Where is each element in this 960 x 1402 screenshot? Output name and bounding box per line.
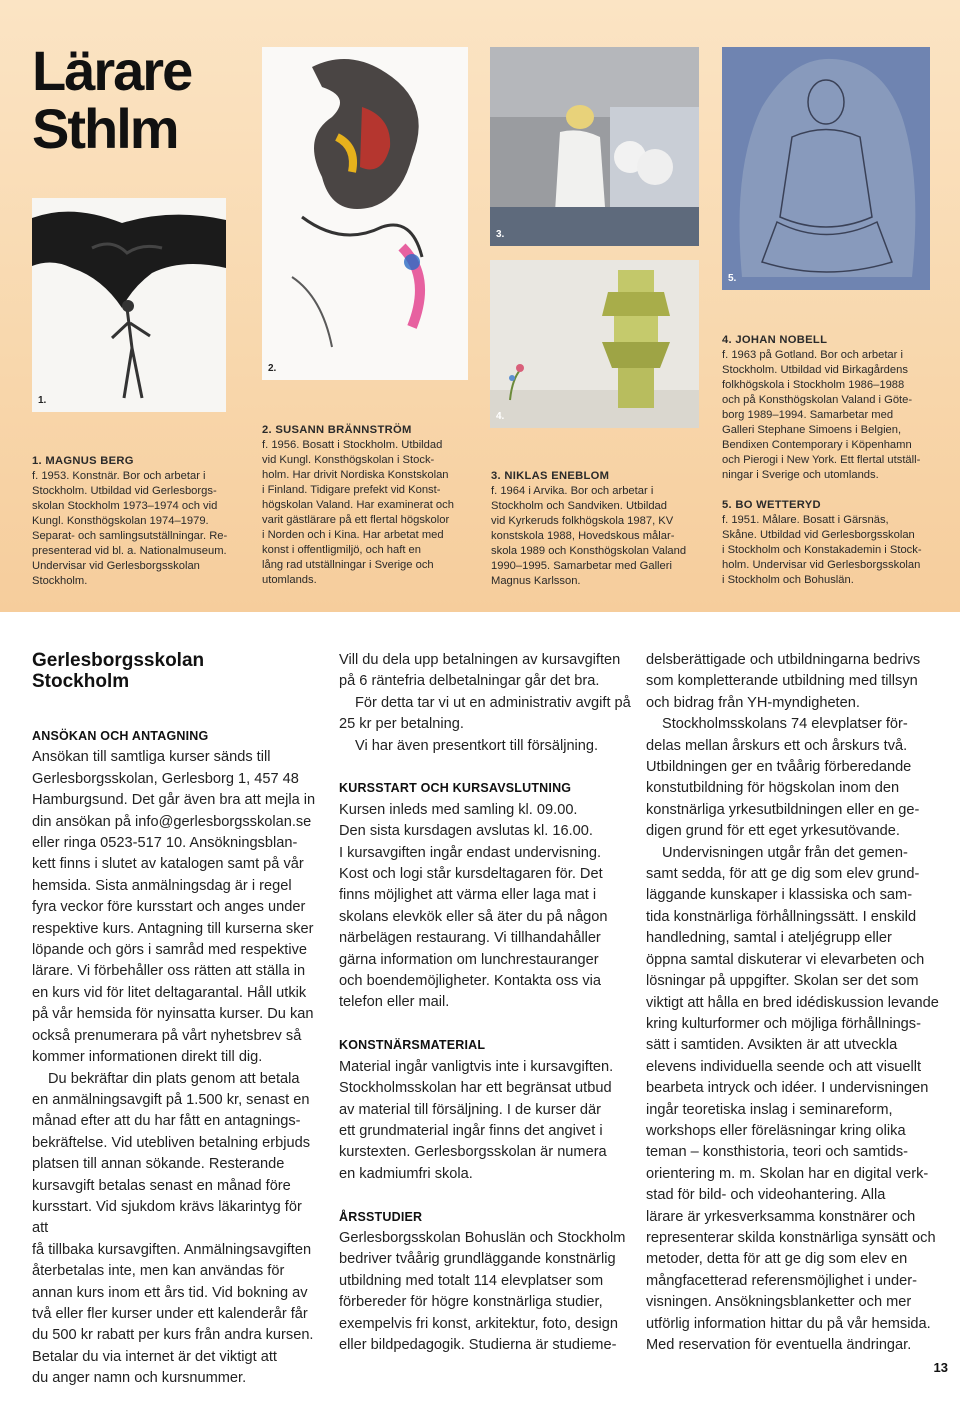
page-title-line2: Sthlm: [32, 97, 178, 160]
text-line: kommer informationen direkt till dig.: [32, 1049, 263, 1066]
bio-line: högskolan Valand. Har examinerat och: [262, 499, 454, 511]
text-line: du anger namn och kursnummer.: [32, 1370, 247, 1387]
text-line: läggande kunskaper i klassiska och sam-: [646, 887, 913, 904]
bio-name: 3. NIKLAS ENEBLOM: [491, 470, 610, 482]
text-line: handledning, samtal i ateljégrupp eller: [646, 930, 892, 947]
page-title: [32, 39, 192, 160]
text-line: Betalar du via internet är det viktigt att: [32, 1348, 277, 1365]
text-line: stad för bild- och videohantering. Alla: [646, 1187, 886, 1204]
text-line: utbildning med totalt 114 elevplatser som: [339, 1272, 604, 1289]
section-heading-arsstudier: ÅRSSTUDIER: [339, 1209, 423, 1224]
text-line: Hamburgsund. Det går även bra att mejla in: [32, 792, 316, 809]
page-title-line1: Lärare: [32, 39, 192, 102]
text-line: digen grund för ett eget yrkesutövande.: [646, 823, 900, 840]
photo-2-label: 2.: [268, 363, 277, 374]
text-line: Undervisningen utgår från det gemen-: [662, 844, 908, 861]
text-line: 25 kr per betalning.: [339, 716, 464, 733]
bio-line: i Stockholm och Konstakademin i Stock-: [722, 544, 922, 556]
text-line: orientering m. m. Skolan har en digital verk-: [646, 1165, 929, 1182]
text-line: Vi har även presentkort till försäljning.: [355, 737, 599, 754]
bio-line: Stockholm.: [32, 575, 88, 587]
photo-4-image: [490, 260, 699, 428]
text-line: konstutbildning för högskolan inom den: [646, 780, 900, 797]
bio-line: Stockholm och Sandviken. Utbildad: [491, 500, 667, 512]
text-line: kursstart. Vid sjukdom krävs läkarintyg för att: [32, 1198, 302, 1237]
text-line: Stockholmsskolans 74 elevplatser för-: [662, 716, 908, 733]
text-line: I kursavgiften ingår endast undervisning.: [339, 844, 602, 861]
text-line: workshops eller föreläsningar kring olika: [646, 1122, 906, 1139]
text-line: tida konstnärliga förhållningssätt. I enskild: [646, 908, 917, 925]
bio-line: Stockholm. Utbildad vid Gerlesborgs-: [32, 485, 217, 497]
text-line: delas mellan årskurs ett och årskurs två.: [646, 737, 908, 754]
text-line: Stockholmsskolan har ett begränsat utbud: [339, 1080, 612, 1097]
article-heading-line1: Gerlesborgsskolan: [32, 650, 205, 671]
bio-line: konstskola 1988, Hovedskous målar-: [491, 530, 675, 542]
bio-line: 1990–1995. Samarbetar med Galleri: [491, 560, 672, 572]
text-line: gärna information om lunchrestauranger: [339, 951, 599, 968]
text-line: För detta tar vi ut en administrativ avgift på: [355, 694, 631, 711]
photo-5-image: [722, 47, 930, 290]
text-line: lärare. Vi förbehåller oss rätten att ställa in: [32, 963, 306, 980]
bio-line: Skåne. Utbildad vid Gerlesborgsskolan: [722, 529, 915, 541]
bio-line: f. 1963 på Gotland. Bor och arbetar i: [722, 349, 903, 361]
bio-line: i Norden och i Kina. Har arbetat med: [262, 529, 444, 541]
text-line: en anmälningsavgift på 1.500 kr, senast en: [32, 1091, 310, 1108]
photo-1-image: [32, 198, 226, 412]
text-line: du 500 kr rabatt per kurs från andra kursen.: [32, 1327, 314, 1344]
article-heading: [32, 650, 322, 692]
bio-line: varit gästlärare på ett flertal högskolor: [262, 514, 450, 526]
text-line: få tillbaka kursavgiften. Anmälningsavgiften: [32, 1241, 312, 1258]
text-line: skolans elevkök eller så äter du på någon: [339, 908, 608, 925]
text-line: elevens individuella seende och att visuellt: [646, 1058, 922, 1075]
text-line: mångfacetterad referensmöjlighet i under-: [646, 1272, 917, 1289]
bio-line: vid Kungl. Konsthögskolan i Stock-: [262, 454, 435, 466]
photo-1-label: 1.: [38, 395, 47, 406]
text-line: löpande och görs i samråd med respektive: [32, 942, 307, 959]
text-line: en kurs vid för litet deltagarantal. Håll utkik: [32, 984, 307, 1001]
text-line: visningen. Ansökningsblanketter och mer: [646, 1294, 912, 1311]
text-line: Den sista kursdagen avslutas kl. 16.00.: [339, 823, 593, 840]
text-line: Kursen inleds med samling kl. 09.00.: [339, 801, 578, 818]
section-heading-ansokan: ANSÖKAN OCH ANTAGNING: [32, 729, 209, 743]
text-line: också prenumerara på vårt nyhetsbrev så: [32, 1027, 302, 1044]
spacer: [339, 757, 631, 778]
text-line: annan kurs inom ett års tid. Vid bokning av: [32, 1284, 308, 1301]
text-line: öppna samtal diskuterar vi elevarbeten och: [646, 951, 925, 968]
text-line: platsen till annan sökande. Resterande: [32, 1156, 285, 1173]
bio-name: 1. MAGNUS BERG: [32, 455, 134, 467]
text-line: kring kulturformer och möjliga förhållnings-: [646, 1015, 921, 1032]
text-line: återbetalas inte, men kan användas för: [32, 1263, 285, 1280]
text-line: Du bekräftar din plats genom att betala: [48, 1070, 300, 1087]
bio-line: utomlands.: [262, 574, 317, 586]
text-line: på vår hemsida för nyinsatta kurser. Du kan: [32, 1006, 314, 1023]
text-line: hemsida. Sista anmälningsdag är i regel: [32, 877, 292, 894]
bio-line: folkhögskola i Stockholm 1986–1988: [722, 379, 905, 391]
text-line: ett grundmaterial ingår finns det angivet i: [339, 1122, 603, 1139]
text-line: kurstexten. Gerlesborgsskolan är numera: [339, 1144, 607, 1161]
text-line: som kompletterande utbildning med tillsyn: [646, 673, 918, 690]
bio-line: Galleri Stephane Simoens i Belgien,: [722, 424, 902, 436]
bio-line: ningar i Sverige och utomlands.: [722, 469, 879, 481]
text-line: kett finns i slutet av katalogen samt på vår: [32, 856, 304, 873]
text-line: telefon eller mail.: [339, 994, 450, 1011]
bio-line: konst i offentligmiljö, och haft en: [262, 544, 421, 556]
bio-line: skola 1989 och Konsthögskolan Valand: [491, 545, 687, 557]
page-number: 13: [933, 1360, 948, 1375]
text-line: och boendemöjligheter. Kontakta oss via: [339, 973, 602, 990]
photo-5-artwork: [722, 47, 930, 290]
text-line: metoder, detta för att ge dig som elev en: [646, 1251, 908, 1268]
bio-line: borg 1989–1994. Samarbetar med: [722, 409, 894, 421]
text-line: på 6 räntefria delbetalningar går det bra.: [339, 673, 600, 690]
text-line: Gerlesborgsskolan Bohuslän och Stockholm: [339, 1229, 626, 1246]
bio-line: och på Konsthögskolan Valand i Göte-: [722, 394, 913, 406]
text-line: månad efter att du har fått en antagnings-: [32, 1113, 301, 1130]
bio-line: holm. Har drivit Nordiska Konstskolan: [262, 469, 449, 481]
text-line: exempelvis fri konst, arkitektur, foto, design: [339, 1315, 619, 1332]
text-line: bearbeta intryck och idéer. I undervisningen: [646, 1080, 929, 1097]
text-line: bekräftelse. Vid utebliven betalning erbjuds: [32, 1134, 311, 1151]
text-line: fyra veckor före kursstart och anges under: [32, 899, 306, 916]
text-line: Utbildningen ger en tvåårig förberedande: [646, 759, 912, 776]
text-line: representerar skilda konstnärliga synsätt och: [646, 1229, 936, 1246]
photo-5-label: 5.: [728, 273, 737, 284]
photo-1-artwork: [32, 198, 226, 412]
bio-line: f. 1951. Målare. Bosatt i Gärsnäs,: [722, 514, 889, 526]
text-line: lärare är yrkesverksamma konstnärer och: [646, 1208, 916, 1225]
text-line: viktigt att hålla en bred idédiskussion levande: [646, 994, 939, 1011]
photo-4-label: 4.: [496, 411, 505, 422]
text-line: Med reservation för eventuella ändringar.: [646, 1337, 912, 1353]
text-line: Material ingår vanligtvis inte i kursavgiften.: [339, 1058, 614, 1075]
article-column-1: [32, 650, 322, 1390]
text-line: utförlig information hittar du på vår hemsida.: [646, 1315, 931, 1332]
bio-magnus-berg: [32, 454, 232, 589]
text-line: och bidrag från YH-myndigheten.: [646, 694, 860, 711]
bio-niklas-eneblom: [491, 469, 701, 589]
text-line: två eller fler kurser under ett kalenderår får: [32, 1305, 308, 1322]
bio-name: 2. SUSANN BRÄNNSTRÖM: [262, 424, 412, 436]
photo-3-photograph: [490, 47, 699, 246]
text-line: Kost och logi står kursdeltagaren för. Det: [339, 866, 603, 883]
text-line: av material till försäljning. I de kurser där: [339, 1101, 601, 1118]
text-line: lösningar på uppgifter. Skolan ser det som: [646, 973, 919, 990]
photo-4-artwork: [490, 260, 699, 428]
article-column-2: [339, 650, 631, 1356]
text-line: Vill du dela upp betalningen av kursavgiften: [339, 652, 621, 668]
bio-susann-brannstrom: [262, 423, 472, 588]
text-line: förbereder för högre konstnärliga studier,: [339, 1294, 603, 1311]
bio-line: Stockholm. Utbildad vid Birkagårdens: [722, 364, 908, 376]
bio-line: i Finland. Tidigare prefekt vid Konst-: [262, 484, 441, 496]
text-line: kursavgift betalas senast en månad före: [32, 1177, 291, 1194]
photo-2-artwork: [262, 47, 468, 380]
section-heading-konstnarsmaterial: KONSTNÄRSMATERIAL: [339, 1038, 486, 1053]
bio-line: f. 1956. Bosatt i Stockholm. Utbildad: [262, 439, 443, 451]
bio-line: lång rad utställningar i Sverige och: [262, 559, 434, 571]
text-line: Ansökan till samtliga kurser sänds till: [32, 749, 271, 766]
bio-line: holm. Undervisar vid Gerlesborgsskolan: [722, 559, 921, 571]
article-heading-line2: Stockholm: [32, 671, 130, 692]
text-line: finns möjlighet att värma eller laga mat i: [339, 887, 597, 904]
bio-line: presenterad vid bl. a. Nationalmuseum.: [32, 545, 227, 557]
text-line: närbelägen restaurang. Vi tillhandahåller: [339, 930, 601, 947]
text-line: eller ringa 0523-517 10. Ansökningsblan-: [32, 835, 298, 852]
bio-line: f. 1964 i Arvika. Bor och arbetar i: [491, 485, 654, 497]
bio-line: f. 1953. Konstnär. Bor och arbetar i: [32, 470, 206, 482]
text-line: respektive kurs. Antagning till kurserna sker: [32, 920, 314, 937]
text-line: samt sedda, för att ge dig som elev grund-: [646, 866, 920, 883]
text-line: konstnärliga yrkesutbildningen eller en ge-: [646, 801, 920, 818]
photo-2-image: [262, 47, 468, 380]
spacer: [722, 483, 934, 498]
text-line: delsberättigade och utbildningarna bedrivs: [646, 652, 921, 668]
bio-line: skolan Stockholm 1973–1974 och vid: [32, 500, 218, 512]
text-line: Gerlesborgsskolan, Gerlesborg 1, 457 48: [32, 770, 299, 787]
bio-line: Magnus Karlsson.: [491, 575, 581, 587]
bio-name: 5. BO WETTERYD: [722, 499, 821, 511]
bio-johan-nobell-and-bo-wetteryd: [722, 333, 934, 588]
bio-line: Undervisar vid Gerlesborgsskolan: [32, 560, 200, 572]
bio-line: Kungl. Konsthögskolan 1974–1979.: [32, 515, 209, 527]
bio-line: Bendixen Contemporary i Köpenhamn: [722, 439, 912, 451]
section-heading-kursstart: KURSSTART OCH KURSAVSLUTNING: [339, 781, 572, 796]
text-line: ingår teoretiska inslag i seminareform,: [646, 1101, 893, 1118]
article-column-3: [646, 650, 940, 1356]
text-line: din ansökan på info@gerlesborgsskolan.se: [32, 813, 312, 830]
bio-line: och Pierogi i New York. Ett flertal utställ-: [722, 454, 921, 466]
text-line: teman – konsthistoria, teori och samtids-: [646, 1144, 908, 1161]
photo-3-label: 3.: [496, 229, 505, 240]
bio-line: vid Kyrkeruds folkhögskola 1987, KV: [491, 515, 674, 527]
spacer: [339, 1185, 631, 1206]
bio-line: i Stockholm och Bohuslän.: [722, 574, 854, 586]
spacer: [339, 1014, 631, 1035]
photo-3-image: [490, 47, 699, 246]
text-line: eller bildpedagogik. Studierna är studieme-: [339, 1336, 617, 1353]
text-line: bedriver tvåårig grundläggande konstnärlig: [339, 1251, 616, 1268]
text-line: en kadmiumfri skola.: [339, 1165, 473, 1182]
text-line: sätt i samtiden. Avsikten är att utveckla: [646, 1037, 898, 1054]
bio-name: 4. JOHAN NOBELL: [722, 334, 828, 346]
bio-line: Separat- och samlingsutställningar. Re-: [32, 530, 228, 542]
